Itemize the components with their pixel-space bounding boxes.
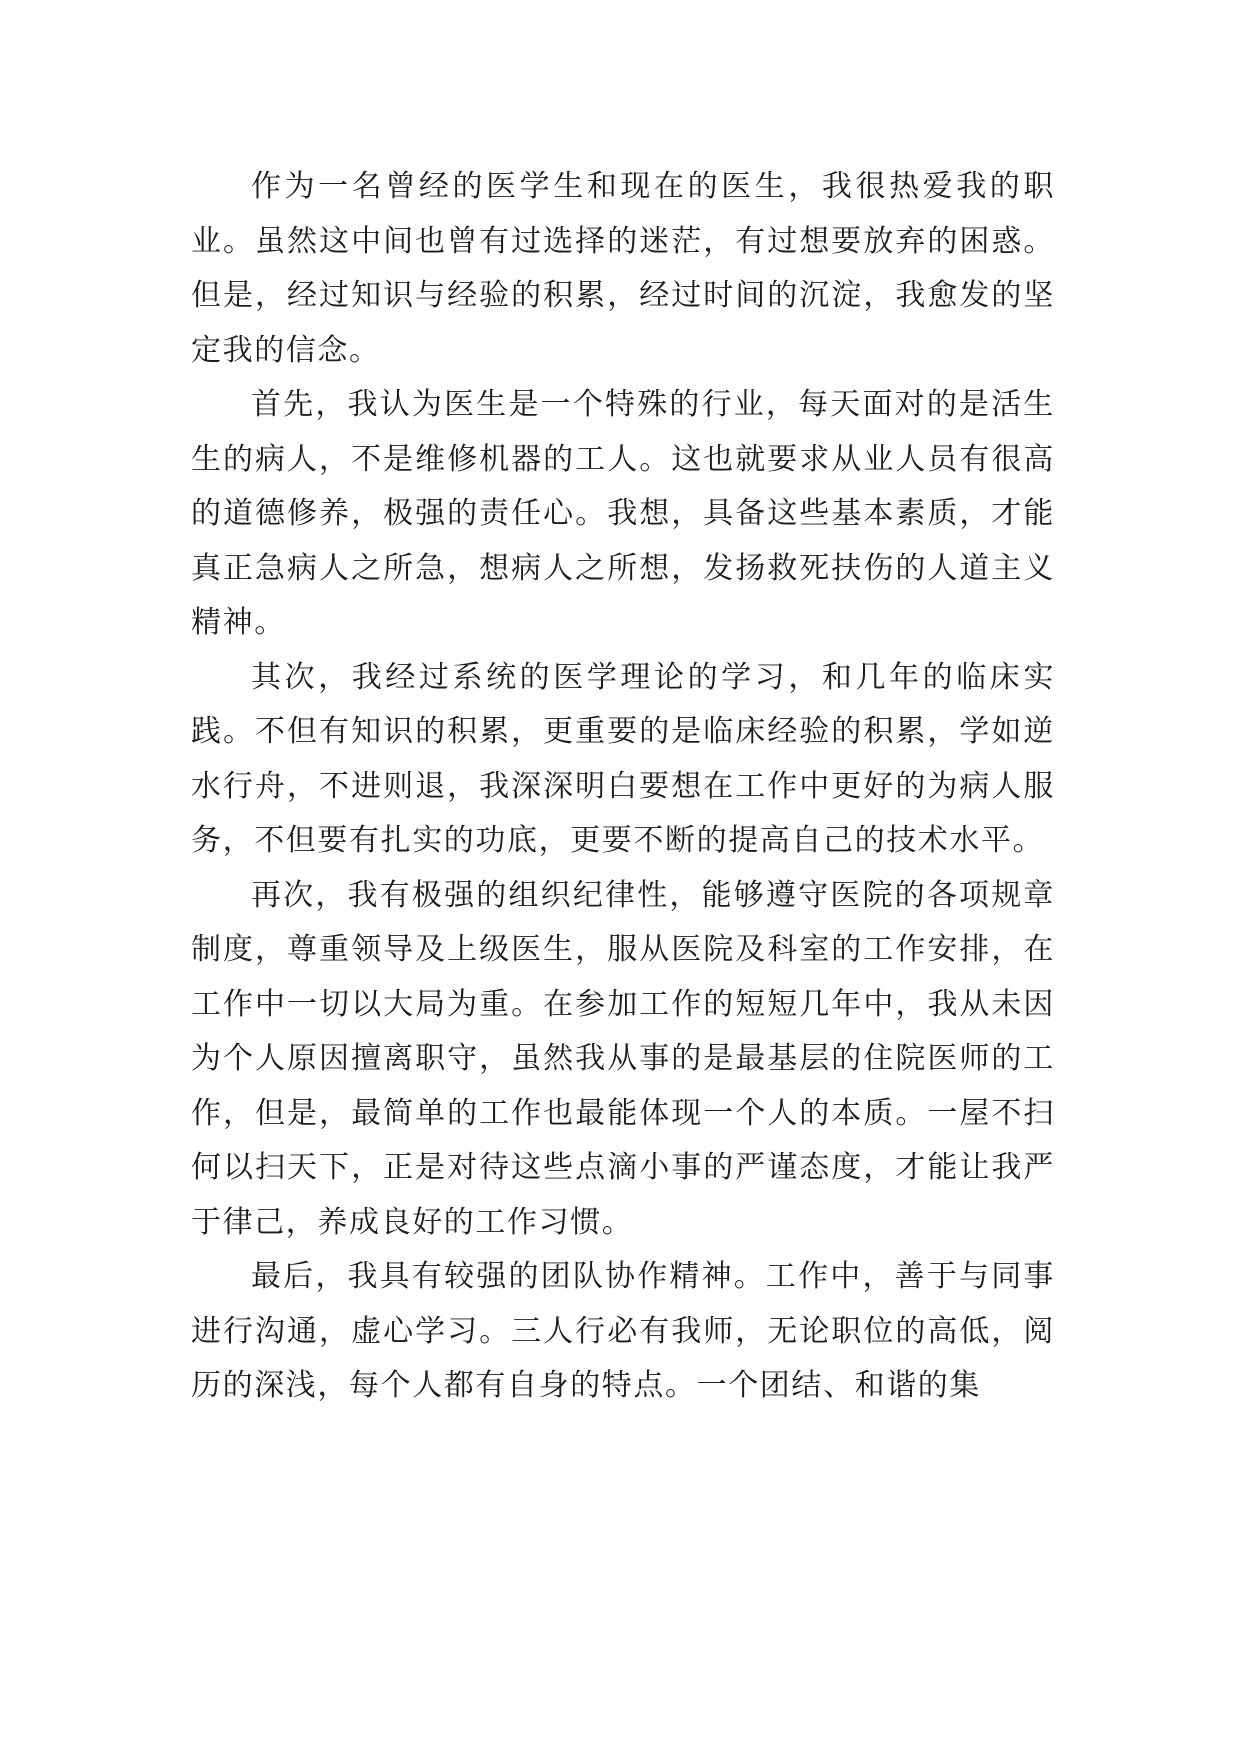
document-body bbox=[191, 160, 1055, 1414]
paragraph-final-point: 最后，我具有较强的团队协作精神。工作中，善于与同事进行沟通，虚心学习。三人行必有我师，无论职位的高低，阅历的深浅，每个人都有自身的特点。一个团结、和谐的集 bbox=[191, 1259, 1055, 1403]
paragraph-first-point: 首先，我认为医生是一个特殊的行业，每天面对的是活生生的病人，不是维修机器的工人。这也就要求从业人员有很高的道德修养，极强的责任心。我想，具备这些基本素质，才能真正急病人之所急，想病人之所想，发扬救死扶伤的人道主义精神。 bbox=[191, 387, 1055, 640]
paragraph-third-point: 再次，我有极强的组织纪律性，能够遵守医院的各项规章制度，尊重领导及上级医生，服从医院及科室的工作安排，在工作中一切以大局为重。在参加工作的短短几年中，我从未因为个人原因擅离职守，虽然我从事的是最基层的住院医师的工作，但是，最简单的工作也最能体现一个人的本质。一屋不扫何以扫天下，正是对待这些点滴小事的严谨态度，才能让我严于律己，养成良好的工作习惯。 bbox=[191, 877, 1055, 1240]
paragraph-second-point: 其次，我经过系统的医学理论的学习，和几年的临床实践。不但有知识的积累，更重要的是临床经验的积累，学如逆水行舟，不进则退，我深深明白要想在工作中更好的为病人服务，不但要有扎实的功底，更要不断的提高自己的技术水平。 bbox=[191, 659, 1055, 858]
paragraph-career-love: 作为一名曾经的医学生和现在的医生，我很热爱我的职业。虽然这中间也曾有过选择的迷茫，有过想要放弃的困惑。但是，经过知识与经验的积累，经过时间的沉淀，我愈发的坚定我的信念。 bbox=[191, 169, 1055, 368]
